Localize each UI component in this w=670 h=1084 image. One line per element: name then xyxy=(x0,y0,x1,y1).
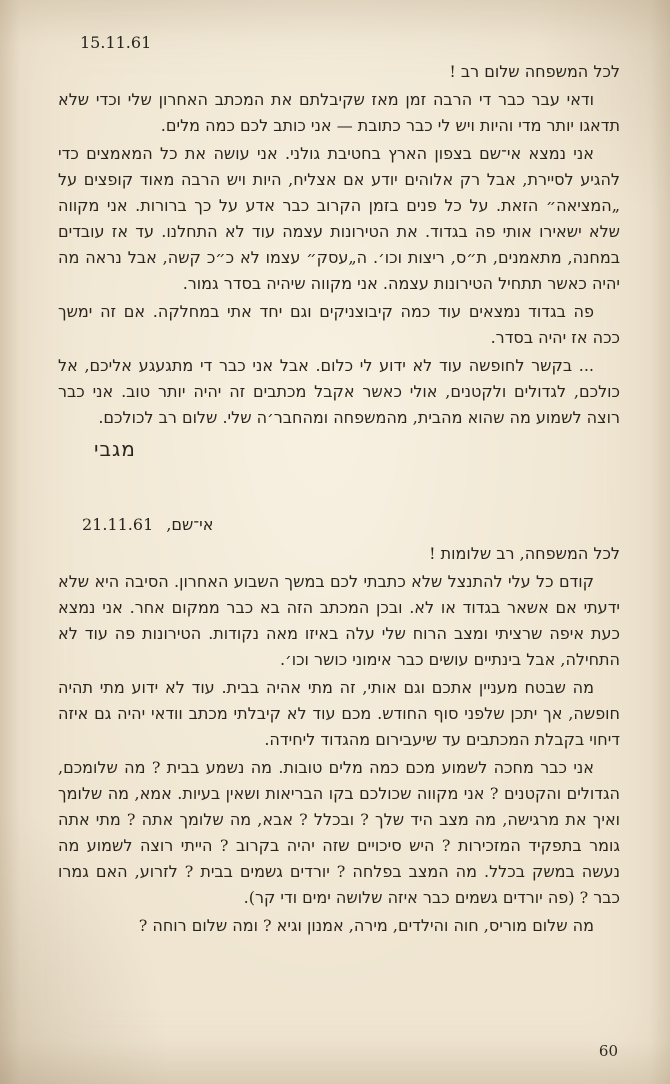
letter-1-signature: מגבי xyxy=(94,437,136,461)
letter-2-paragraph: קודם כל עלי להתנצל שלא כתבתי לכם במשך השבוע האחרון. הסיבה היא שלא ידעתי אם אשאר בגדוד או לא. ובכן המכתב הזה בא כבר ממקום אחר. אני נמצא כעת איפה שרציתי ומצב הרוח שלי עלה באיזו מאה נקודות. הטירונות פה עוד לא התחילה, אבל בינתיים עושים כבר אימוני כושר וכו׳. xyxy=(58,572,621,669)
letter-1 xyxy=(58,30,620,462)
letter-2-paragraph: מה שבטח מעניין אתכם וגם אותי, זה מתי אהיה בבית. עוד לא ידוע מתי תהיה חופשה, אך יתכן שלפני סוף החודש. מכם עוד לא קיבלתי מכתב וודאי יהיה גם איזה דיחוי בקבלת המכתבים עד שיעבירום מהגדוד ליחידה. xyxy=(58,678,620,749)
page-number: 60 xyxy=(598,1042,618,1060)
letter-2-greeting: לכל המשפחה, רב שלומות ! xyxy=(429,544,620,563)
letter-1-greeting: לכל המשפחה שלום רב ! xyxy=(449,62,620,81)
letter-2-paragraph: אני כבר מחכה לשמוע מכם כמה מלים טובות. מה נשמע בבית ? מה שלומכם, הגדולים והקטנים ? אני מקווה שכולכם בקו הבריאות ושאין בעיות. אמא, מה שלומך ואיך את מרגישה, מה מצב היד שלך ? ובכלל ? אבא, מה שלומך אתה ? מתי אתה גומר בתפקיד המזכירות ? היש סיכויים שזה יהיה בקרוב ? הייתי רוצה לשמוע מה נעשה במשק בכלל. מה המצב בפלחה ? יורדים גשמים בבית ? לזרוע, האם גמרו כבר ? (פה יורדים גשמים כבר איזה שלושה ימים ודי קר). xyxy=(58,758,620,907)
letter-1-paragraph: ודאי עבר כבר די הרבה זמן מאז שקיבלתם את המכתב האחרון שלי וכדי שלא תדאגו יותר מדי והיות ויש לי כבר כתובת — אני כותב לכם כמה מלים. xyxy=(58,90,620,135)
letter-2 xyxy=(58,512,620,939)
letter-1-paragraph: ... בקשר לחופשה עוד לא ידוע לי כלום. אבל אני כבר די מתגעגע אליכם, אל כולכם, לגדולים ולקטנים, אולי כאשר אקבל מכתבים זה יהיה יותר טוב. אני כבר רוצה לשמוע מה שהוא מהבית, מהמשפחה ומהחבר׳ה שלי. שלום רב לכולכם. xyxy=(58,356,620,427)
letter-2-place: אי־שם, xyxy=(166,515,214,534)
letter-1-date: 15.11.61 xyxy=(80,33,152,52)
letter-1-paragraph: פה בגדוד נמצאים עוד כמה קיבוצניקים וגם יחד אתי במחלקה. אם זה ימשך ככה אז יהיה בסדר. xyxy=(58,302,620,347)
letter-2-heading xyxy=(58,512,620,538)
letter-2-paragraph: מה שלום מוריס, חוה והילדים, מירה, אמנון וגיא ? ומה שלום רוחה ? xyxy=(138,916,594,935)
letter-2-date: 21.11.61 xyxy=(82,515,154,534)
letter-1-paragraph: אני נמצא אי־שם בצפון הארץ בחטיבת גולני. אני עושה את כל המאמצים כדי להגיע לסיירת, אבל רק אלוהים יודע אם אצליח, היות ויש הרבה מאוד קופצים על „המציאה״ הזאת. על כל פנים בזמן הקרוב כבר אדע על כך ברורות. אני מקווה שלא ישאירו אותי פה בגדוד. את הטירונות עצמה עוד לא התחלנו. עד אז עובדים במחנה, מתאמנים, ת״ס, ריצות וכו׳. ה„עסק״ עצמו לא כ״כ קשה, אבל נראה מה יהיה כאשר תתחיל הטירונות עצמה. אני מקווה שיהיה בסדר גמור. xyxy=(58,144,620,293)
